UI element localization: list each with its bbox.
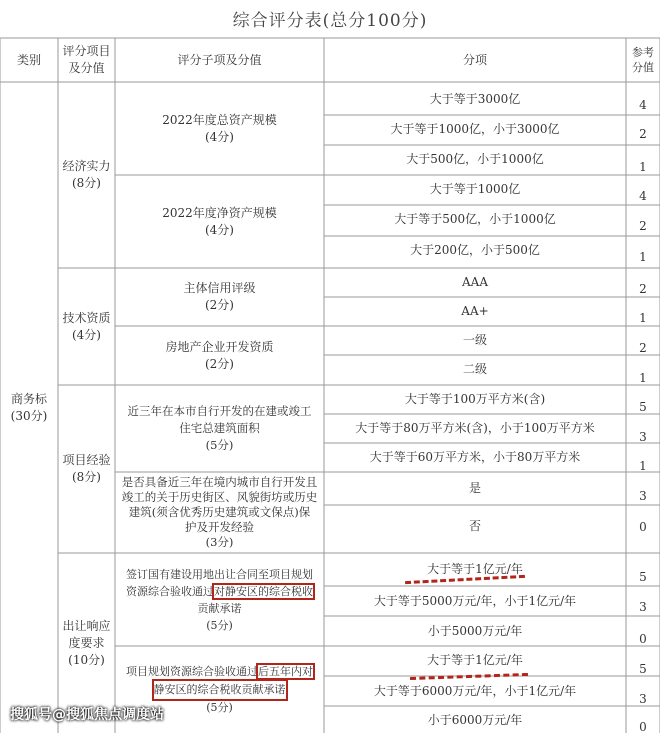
score-value: 4 bbox=[639, 189, 647, 203]
item-tech: 技术资质 (4分) bbox=[62, 310, 111, 342]
detail-row: 小于6000万元/年 bbox=[427, 713, 523, 727]
score-value: 0 bbox=[639, 632, 647, 646]
detail-row: 大于等于5000万元/年，小于1亿元/年 bbox=[373, 594, 577, 608]
score-value: 4 bbox=[639, 98, 647, 112]
detail-row: AAA bbox=[462, 275, 488, 289]
item-economic: 经济实力 (8分) bbox=[62, 159, 111, 190]
tax1-text: 资源综合验收通过 bbox=[126, 584, 214, 598]
sub-tax-commitment-1 bbox=[115, 553, 324, 646]
header-category: 类别 bbox=[16, 52, 41, 67]
header-score: 参考 分值 bbox=[632, 46, 654, 74]
detail-row: 大于500亿，小于1000亿 bbox=[406, 152, 544, 166]
detail-row: 一级 bbox=[462, 333, 487, 347]
tax1-line2 bbox=[126, 583, 313, 600]
detail-row: 大于等于60万平方米，小于80万平方米 bbox=[369, 450, 581, 464]
sub-construction-area: 近三年在本市自行开发的在建或竣工 住宅总建筑面积 (5分) bbox=[127, 404, 312, 452]
score-value: 1 bbox=[639, 160, 647, 174]
detail-row: AA+ bbox=[461, 304, 489, 318]
tax2-text: 项目规划资源综合验收通过 bbox=[126, 664, 258, 678]
score-value: 1 bbox=[639, 371, 647, 385]
detail-row: 大于等于6000万元/年，小于1亿元/年 bbox=[373, 684, 577, 698]
score-value: 1 bbox=[639, 459, 647, 473]
detail-row: 大于等于80万平方米(含)，小于100万平方米 bbox=[355, 421, 595, 435]
score-value: 5 bbox=[639, 662, 647, 676]
tax1-line1: 签订国有建设用地出让合同至项目规划 bbox=[126, 567, 313, 581]
detail-row: 大于等于3000亿 bbox=[429, 92, 521, 106]
sub-credit-rating: 主体信用评级 (2分) bbox=[183, 281, 256, 312]
detail-row: 是 bbox=[468, 481, 481, 495]
tax2-highlight-b: 静安区的综合税收贡献承诺 bbox=[154, 681, 286, 699]
score-value: 5 bbox=[639, 570, 647, 584]
score-value: 1 bbox=[639, 311, 647, 325]
header-detail: 分项 bbox=[462, 52, 487, 67]
score-value: 1 bbox=[639, 250, 647, 264]
sub-historic-experience: 是否具备近三年在境内城市自行开发且 竣工的关于历史街区、风貌街坊或历史 建筑(须含优秀历史建筑或文保点)保 护及开发经验 (3分) bbox=[121, 475, 318, 549]
score-value: 3 bbox=[639, 600, 647, 614]
sub-total-assets: 2022年度总资产规模 (4分) bbox=[162, 112, 277, 144]
sub-net-assets: 2022年度净资产规模 (4分) bbox=[162, 205, 277, 237]
tax2-line1 bbox=[126, 663, 313, 681]
detail-row: 大于等于1000亿，小于3000亿 bbox=[390, 122, 560, 136]
detail-row: 大于等于1亿元/年 bbox=[427, 653, 523, 667]
score-value: 3 bbox=[639, 692, 647, 706]
detail-row: 大于等于1亿元/年 bbox=[427, 562, 523, 576]
detail-row: 小于5000万元/年 bbox=[427, 624, 523, 638]
watermark bbox=[10, 704, 164, 724]
score-value: 2 bbox=[639, 127, 647, 141]
score-value: 0 bbox=[639, 720, 647, 734]
score-value: 2 bbox=[639, 219, 647, 233]
detail-row: 二级 bbox=[462, 362, 487, 376]
header-item: 评分项目 及分值 bbox=[62, 44, 111, 75]
score-value: 5 bbox=[639, 400, 647, 414]
tax1-line3: 贡献承诺 (5分) bbox=[197, 601, 242, 632]
detail-row: 否 bbox=[468, 519, 481, 533]
score-value: 2 bbox=[639, 282, 647, 296]
tax2-line3: (5分) bbox=[206, 700, 233, 714]
tax1-highlight: 对静安区的综合税收 bbox=[214, 584, 313, 598]
detail-row: 大于等于100万平方米(含) bbox=[404, 392, 546, 406]
item-response: 出让响应 度要求 (10分) bbox=[62, 618, 111, 667]
detail-row: 大于200亿，小于500亿 bbox=[410, 243, 540, 257]
table-title: 综合评分表(总分100分) bbox=[232, 11, 428, 31]
detail-row: 大于等于1000亿 bbox=[429, 182, 521, 196]
watermark-text: 搜狐号@搜狐焦点调度站 bbox=[10, 707, 164, 723]
item-project: 项目经验 (8分) bbox=[62, 453, 111, 484]
score-value: 3 bbox=[639, 430, 647, 444]
score-value: 3 bbox=[639, 489, 647, 503]
sub-qualification: 房地产企业开发资质 (2分) bbox=[165, 339, 274, 371]
tax2-highlight-a: 后五年内对 bbox=[258, 664, 313, 678]
score-value: 0 bbox=[639, 520, 647, 534]
header-subitem: 评分子项及分值 bbox=[177, 52, 262, 67]
detail-row: 大于等于500亿，小于1000亿 bbox=[394, 212, 556, 226]
score-value: 2 bbox=[639, 341, 647, 355]
category-commercial: 商务标 (30分) bbox=[10, 391, 48, 423]
